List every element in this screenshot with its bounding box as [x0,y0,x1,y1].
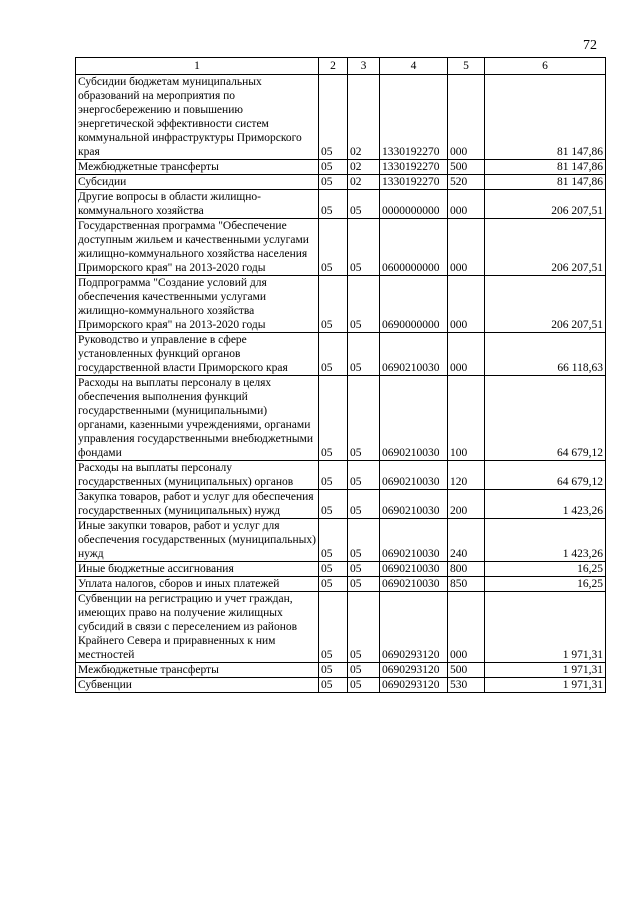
row-expense-type: 000 [448,333,485,376]
row-name: Закупка товаров, работ и услуг для обеспечения государственных (муниципальных) нужд [76,490,319,519]
table-row [76,190,606,219]
row-amount: 16,25 [485,562,606,577]
row-amount: 64 679,12 [485,376,606,461]
row-name: Иные бюджетные ассигнования [76,562,319,577]
table-body [76,75,606,693]
table-row [76,678,606,693]
row-subsection: 05 [348,376,380,461]
table-row [76,490,606,519]
row-target-code: 1330192270 [380,175,448,190]
row-target-code: 0690000000 [380,276,448,333]
row-target-code: 1330192270 [380,160,448,175]
row-section: 05 [319,519,348,562]
row-name: Субсидии [76,175,319,190]
row-amount: 81 147,86 [485,160,606,175]
row-expense-type: 800 [448,562,485,577]
header-col-5: 5 [448,58,485,75]
row-expense-type: 530 [448,678,485,693]
row-subsection: 05 [348,333,380,376]
row-subsection: 05 [348,562,380,577]
row-section: 05 [319,577,348,592]
row-name: Межбюджетные трансферты [76,663,319,678]
row-expense-type: 100 [448,376,485,461]
row-expense-type: 120 [448,461,485,490]
row-section: 05 [319,663,348,678]
row-amount: 16,25 [485,577,606,592]
row-expense-type: 850 [448,577,485,592]
row-amount: 81 147,86 [485,175,606,190]
row-expense-type: 000 [448,592,485,663]
row-section: 05 [319,75,348,160]
header-col-2: 2 [319,58,348,75]
row-target-code: 0690210030 [380,519,448,562]
row-target-code: 0000000000 [380,190,448,219]
row-subsection: 02 [348,75,380,160]
row-target-code: 0600000000 [380,219,448,276]
header-col-3: 3 [348,58,380,75]
table-row [76,592,606,663]
row-expense-type: 000 [448,75,485,160]
table-row [76,219,606,276]
row-name: Расходы на выплаты персоналу государственных (муниципальных) органов [76,461,319,490]
header-col-1: 1 [76,58,319,75]
row-amount: 1 971,31 [485,678,606,693]
row-target-code: 0690210030 [380,376,448,461]
row-expense-type: 520 [448,175,485,190]
row-section: 05 [319,160,348,175]
row-amount: 81 147,86 [485,75,606,160]
row-target-code: 0690293120 [380,678,448,693]
row-name: Субвенции [76,678,319,693]
row-section: 05 [319,219,348,276]
page-number: 72 [583,38,597,53]
row-subsection: 05 [348,276,380,333]
row-subsection: 02 [348,175,380,190]
row-section: 05 [319,175,348,190]
row-subsection: 05 [348,190,380,219]
row-subsection: 05 [348,592,380,663]
row-section: 05 [319,562,348,577]
row-name: Руководство и управление в сфере установленных функций органов государственной власти Приморского края [76,333,319,376]
row-section: 05 [319,490,348,519]
row-subsection: 05 [348,461,380,490]
row-target-code: 0690210030 [380,461,448,490]
table-row [76,577,606,592]
table-row [76,562,606,577]
row-target-code: 0690293120 [380,663,448,678]
row-name: Субсидии бюджетам муниципальных образований на мероприятия по энергосбережению и повышению энергетической эффективности систем коммунальной инфраструктуры Приморского края [76,75,319,160]
row-subsection: 02 [348,160,380,175]
row-subsection: 05 [348,663,380,678]
row-subsection: 05 [348,490,380,519]
row-name: Другие вопросы в области жилищно-коммунального хозяйства [76,190,319,219]
row-subsection: 05 [348,577,380,592]
table-row [76,276,606,333]
row-subsection: 05 [348,219,380,276]
row-target-code: 0690210030 [380,333,448,376]
row-target-code: 0690210030 [380,577,448,592]
row-amount: 206 207,51 [485,219,606,276]
row-amount: 64 679,12 [485,461,606,490]
budget-table [75,57,606,693]
row-name: Подпрограмма "Создание условий для обеспечения качественными услугами жилищно-коммунального хозяйства Приморского края" на 2013-2020 годы [76,276,319,333]
row-section: 05 [319,376,348,461]
row-name: Расходы на выплаты персоналу в целях обеспечения выполнения функций государственными (муниципальными) органами, казенными учреждениями, органами управления государственными внебюджетными фондами [76,376,319,461]
row-expense-type: 000 [448,190,485,219]
table-row [76,519,606,562]
row-section: 05 [319,592,348,663]
row-expense-type: 500 [448,160,485,175]
row-target-code: 1330192270 [380,75,448,160]
row-amount: 66 118,63 [485,333,606,376]
row-name: Государственная программа "Обеспечение доступным жильем и качественными услугами жилищно-коммунального хозяйства населения Приморского края" на 2013-2020 годы [76,219,319,276]
row-subsection: 05 [348,519,380,562]
row-name: Уплата налогов, сборов и иных платежей [76,577,319,592]
row-section: 05 [319,190,348,219]
row-expense-type: 240 [448,519,485,562]
table-header-row [76,58,606,75]
table-row [76,333,606,376]
row-section: 05 [319,333,348,376]
row-subsection: 05 [348,678,380,693]
row-section: 05 [319,276,348,333]
row-expense-type: 000 [448,276,485,333]
row-name: Межбюджетные трансферты [76,160,319,175]
header-col-6: 6 [485,58,606,75]
row-target-code: 0690210030 [380,562,448,577]
row-name: Иные закупки товаров, работ и услуг для обеспечения государственных (муниципальных) нужд [76,519,319,562]
row-name: Субвенции на регистрацию и учет граждан, имеющих право на получение жилищных субсидий в связи с переселением из районов Крайнего Севера и приравненных к ним местностей [76,592,319,663]
row-amount: 1 423,26 [485,490,606,519]
row-amount: 1 971,31 [485,663,606,678]
table-row [76,461,606,490]
table-row [76,75,606,160]
table-row [76,160,606,175]
row-expense-type: 200 [448,490,485,519]
row-section: 05 [319,678,348,693]
row-section: 05 [319,461,348,490]
row-expense-type: 000 [448,219,485,276]
table-row [76,663,606,678]
row-target-code: 0690210030 [380,490,448,519]
table-row [76,376,606,461]
row-amount: 1 971,31 [485,592,606,663]
row-target-code: 0690293120 [380,592,448,663]
row-amount: 206 207,51 [485,190,606,219]
header-col-4: 4 [380,58,448,75]
table-row [76,175,606,190]
row-amount: 206 207,51 [485,276,606,333]
row-amount: 1 423,26 [485,519,606,562]
row-expense-type: 500 [448,663,485,678]
